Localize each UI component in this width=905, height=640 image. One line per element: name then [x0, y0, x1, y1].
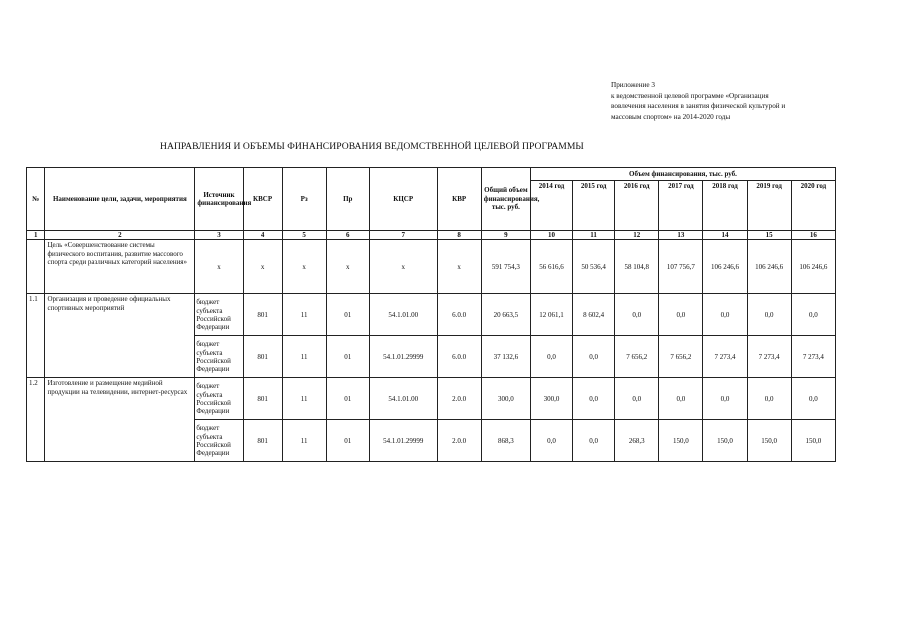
row-rz: 11 — [282, 336, 326, 378]
row-year-value: 0,0 — [573, 378, 615, 420]
header-year: 2020 год — [791, 181, 835, 231]
row-kvsr: 801 — [243, 420, 282, 462]
goal-kcsr: х — [369, 240, 437, 294]
row-year-value: 7 656,2 — [615, 336, 659, 378]
header-pr: Пр — [326, 168, 369, 231]
col-number: 2 — [45, 231, 195, 240]
row-pr: 01 — [326, 336, 369, 378]
row-kvr: 6.0.0 — [437, 336, 481, 378]
row-source: бюджет субъекта Российской Федерации — [195, 378, 243, 420]
row-kcsr: 54.1.01.00 — [369, 294, 437, 336]
appendix-line: вовлечения населения в занятия физической культурой и — [611, 102, 786, 110]
row-kcsr: 54.1.01.29999 — [369, 336, 437, 378]
row-year-value: 150,0 — [703, 420, 747, 462]
row-year-value: 268,3 — [615, 420, 659, 462]
header-group: Объем финансирования, тыс. руб. — [531, 168, 836, 181]
col-number: 6 — [326, 231, 369, 240]
table-row — [27, 294, 836, 336]
row-total: 300,0 — [481, 378, 530, 420]
goal-name: Цель «Совершенствование системы физического воспитания, развитие массового спорта среди различных категорий населения» — [45, 240, 195, 294]
goal-year-value: 56 616,6 — [531, 240, 573, 294]
goal-pr: х — [326, 240, 369, 294]
row-year-value: 8 602,4 — [573, 294, 615, 336]
header-source: Источник финансирования — [195, 168, 243, 231]
goal-year-value: 106 246,6 — [747, 240, 791, 294]
row-rz: 11 — [282, 378, 326, 420]
header-name: Наименование цели, задачи, мероприятия — [45, 168, 195, 231]
header-kcsr: КЦСР — [369, 168, 437, 231]
row-kvsr: 801 — [243, 294, 282, 336]
item-num: 1.2 — [27, 378, 45, 462]
goal-rz: х — [282, 240, 326, 294]
row-kvsr: 801 — [243, 378, 282, 420]
item-num: 1.1 — [27, 294, 45, 378]
row-year-value: 12 061,1 — [531, 294, 573, 336]
row-year-value: 0,0 — [791, 294, 835, 336]
table-row — [27, 378, 836, 420]
document-title: НАПРАВЛЕНИЯ И ОБЪЕМЫ ФИНАНСИРОВАНИЯ ВЕДОМСТВЕННОЙ ЦЕЛЕВОЙ ПРОГРАММЫ — [160, 141, 584, 152]
goal-year-value: 107 756,7 — [659, 240, 703, 294]
column-number-row — [27, 231, 836, 240]
col-number: 7 — [369, 231, 437, 240]
goal-year-value: 58 104,8 — [615, 240, 659, 294]
col-number: 5 — [282, 231, 326, 240]
row-year-value: 150,0 — [659, 420, 703, 462]
row-year-value: 150,0 — [791, 420, 835, 462]
row-year-value: 0,0 — [615, 378, 659, 420]
appendix-note — [611, 80, 841, 122]
row-total: 37 132,6 — [481, 336, 530, 378]
col-number: 1 — [27, 231, 45, 240]
col-number: 4 — [243, 231, 282, 240]
row-kvsr: 801 — [243, 336, 282, 378]
row-year-value: 0,0 — [703, 378, 747, 420]
row-year-value: 0,0 — [531, 336, 573, 378]
row-kvr: 6.0.0 — [437, 294, 481, 336]
row-year-value: 0,0 — [659, 294, 703, 336]
row-kcsr: 54.1.01.00 — [369, 378, 437, 420]
row-source: бюджет субъекта Российской Федерации — [195, 336, 243, 378]
goal-source: х — [195, 240, 243, 294]
row-source: бюджет субъекта Российской Федерации — [195, 294, 243, 336]
row-year-value: 7 273,4 — [791, 336, 835, 378]
row-kvr: 2.0.0 — [437, 420, 481, 462]
row-year-value: 150,0 — [747, 420, 791, 462]
row-kvr: 2.0.0 — [437, 378, 481, 420]
row-year-value: 7 656,2 — [659, 336, 703, 378]
appendix-line: массовым спортом» на 2014-2020 годы — [611, 112, 731, 121]
header-year: 2019 год — [747, 181, 791, 231]
row-year-value: 0,0 — [747, 294, 791, 336]
appendix-line: к ведомственной целевой программе «Организация — [611, 91, 769, 100]
header-kvr: КВР — [437, 168, 481, 231]
row-pr: 01 — [326, 378, 369, 420]
goal-year-value: 106 246,6 — [703, 240, 747, 294]
col-number: 13 — [659, 231, 703, 240]
row-year-value: 300,0 — [531, 378, 573, 420]
header-rz: Рз — [282, 168, 326, 231]
goal-kvsr: х — [243, 240, 282, 294]
row-year-value: 0,0 — [615, 294, 659, 336]
row-pr: 01 — [326, 294, 369, 336]
financing-table — [26, 167, 836, 462]
header-num: № — [27, 168, 45, 231]
row-kcsr: 54.1.01.29999 — [369, 420, 437, 462]
row-year-value: 0,0 — [703, 294, 747, 336]
row-year-value: 0,0 — [573, 336, 615, 378]
row-rz: 11 — [282, 294, 326, 336]
header-year: 2017 год — [659, 181, 703, 231]
col-number: 15 — [747, 231, 791, 240]
row-year-value: 0,0 — [659, 378, 703, 420]
item-name: Организация и проведение официальных спортивных мероприятий — [45, 294, 195, 378]
header-year: 2016 год — [615, 181, 659, 231]
col-number: 12 — [615, 231, 659, 240]
col-number: 14 — [703, 231, 747, 240]
header-total: Общий объем финансирования, тыс. руб. — [481, 168, 530, 231]
header-year: 2018 год — [703, 181, 747, 231]
col-number: 11 — [573, 231, 615, 240]
row-year-value: 0,0 — [531, 420, 573, 462]
goal-kvr: х — [437, 240, 481, 294]
col-number: 10 — [531, 231, 573, 240]
col-number: 9 — [481, 231, 530, 240]
row-year-value: 7 273,4 — [747, 336, 791, 378]
row-source: бюджет субъекта Российской Федерации — [195, 420, 243, 462]
row-total: 868,3 — [481, 420, 530, 462]
col-number: 3 — [195, 231, 243, 240]
header-year: 2014 год — [531, 181, 573, 231]
row-total: 20 663,5 — [481, 294, 530, 336]
header-year: 2015 год — [573, 181, 615, 231]
col-number: 8 — [437, 231, 481, 240]
row-year-value: 0,0 — [791, 378, 835, 420]
item-name: Изготовление и размещение медийной продукции на телевидении, интернет-ресурсах — [45, 378, 195, 462]
goal-year-value: 106 246,6 — [791, 240, 835, 294]
goal-row — [27, 240, 836, 294]
row-pr: 01 — [326, 420, 369, 462]
row-year-value: 7 273,4 — [703, 336, 747, 378]
row-year-value: 0,0 — [747, 378, 791, 420]
goal-total: 591 754,3 — [481, 240, 530, 294]
row-rz: 11 — [282, 420, 326, 462]
goal-num — [27, 240, 45, 294]
header-row — [27, 168, 836, 181]
appendix-line: Приложение 3 — [611, 81, 655, 89]
row-year-value: 0,0 — [573, 420, 615, 462]
header-kvsr: КВСР — [243, 168, 282, 231]
col-number: 16 — [791, 231, 835, 240]
goal-year-value: 50 536,4 — [573, 240, 615, 294]
